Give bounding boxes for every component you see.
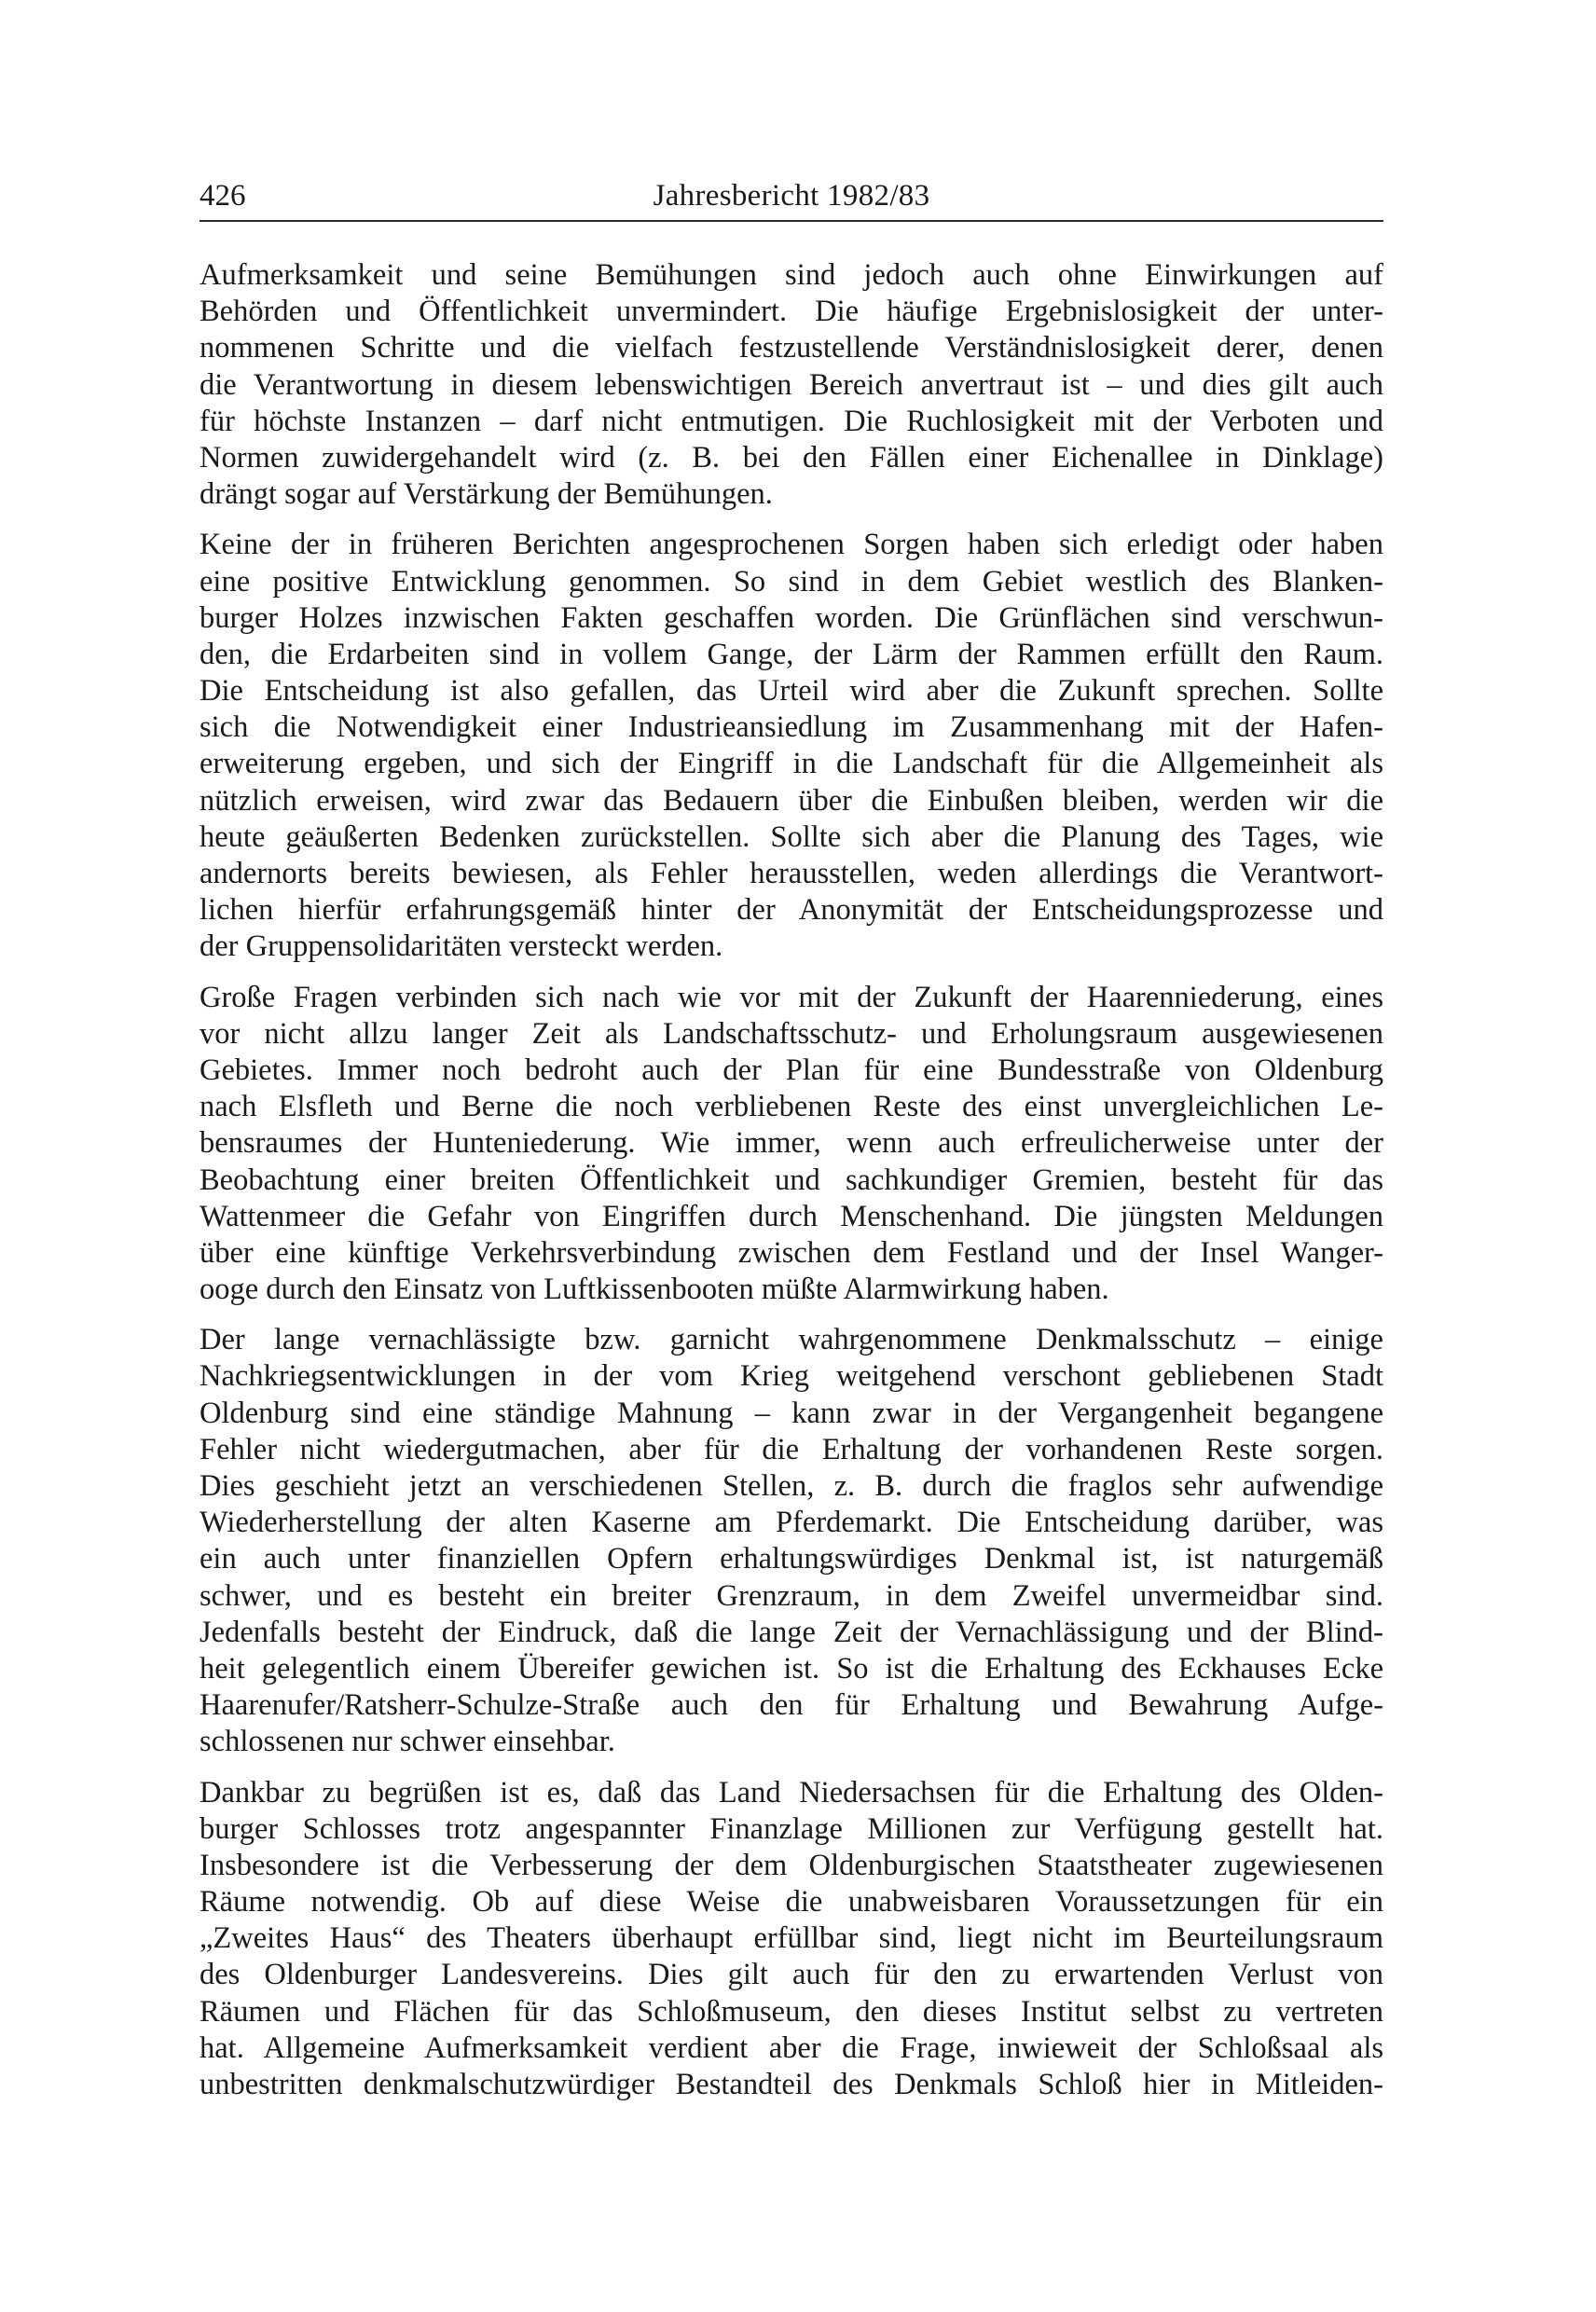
text-line: den, die Erdarbeiten sind in vollem Gange, der Lärm der Rammen erfüllt den Raum.	[200, 637, 1383, 671]
text-line: Keine der in früheren Berichten angesprochenen Sorgen haben sich erledigt oder haben	[200, 528, 1383, 562]
text-line: nützlich erweisen, wird zwar das Bedauern über die Einbußen bleiben, werden wir die	[200, 783, 1383, 818]
text-line: Große Fragen verbinden sich nach wie vor mit der Zukunft der Haarenniederung, eines	[200, 980, 1383, 1014]
text-line: „Zweites Haus“ des Theaters überhaupt erfüllbar sind, liegt nicht im Beurteilungsraum	[200, 1921, 1383, 1956]
text-line: Der lange vernachlässigte bzw. garnicht wahrgenommene Denkmalsschutz – einige	[200, 1323, 1383, 1357]
text-line: erweiterung ergeben, und sich der Eingriff in die Landschaft für die Allgemeinheit als	[200, 747, 1383, 781]
paragraph	[200, 1775, 1383, 2104]
text-line: Räume notwendig. Ob auf diese Weise die unabweisbaren Voraussetzungen für ein	[200, 1885, 1383, 1920]
text-line: Wiederherstellung der alten Kaserne am Pferdemarkt. Die Entscheidung darüber, was	[200, 1506, 1383, 1540]
text-line: Räumen und Flächen für das Schloßmuseum, den dieses Institut selbst zu vertreten	[200, 1994, 1383, 2029]
paragraph	[200, 980, 1383, 1309]
text-line: Haarenufer/Ratsherr-Schulze-Straße auch den für Erhaltung und Bewahrung Aufge-	[200, 1688, 1383, 1723]
text-line: burger Holzes inzwischen Fakten geschaffen worden. Die Grünflächen sind verschwun-	[200, 600, 1383, 635]
text-line: Die Entscheidung ist also gefallen, das Urteil wird aber die Zukunft sprechen. Sollte	[200, 674, 1383, 709]
text-line: für höchste Instanzen – darf nicht entmutigen. Die Ruchlosigkeit mit der Verboten und	[200, 404, 1383, 438]
text-line: lichen hierfür erfahrungsgemäß hinter der Anonymität der Entscheidungsprozesse und	[200, 893, 1383, 928]
text-line: schlossenen nur schwer einsehbar.	[200, 1725, 615, 1759]
paragraph	[200, 1322, 1383, 1760]
text-line: Behörden und Öffentlichkeit unvermindert. Die häufige Ergebnislosigkeit der unter-	[200, 295, 1383, 329]
text-line: heute geäußerten Bedenken zurückstellen. Sollte sich aber die Planung des Tages, wie	[200, 819, 1383, 854]
text-line: ein auch unter finanziellen Opfern erhaltungswürdiges Denkmal ist, ist naturgemäß	[200, 1542, 1383, 1576]
text-line: bensraumes der Hunteniederung. Wie immer, wenn auch erfreulicherweise unter der	[200, 1126, 1383, 1161]
paragraph	[200, 257, 1383, 513]
text-line: Fehler nicht wiedergutmachen, aber für die Erhaltung der vorhandenen Reste sorgen.	[200, 1432, 1383, 1466]
text-line: Oldenburg sind eine ständige Mahnung – kann zwar in der Vergangenheit begangene	[200, 1396, 1383, 1430]
paragraph	[200, 527, 1383, 965]
text-line: schwer, und es besteht ein breiter Grenzraum, in dem Zweifel unvermeidbar sind.	[200, 1578, 1383, 1613]
text-line: sich die Notwendigkeit einer Industrieansiedlung im Zusammenhang mit der Hafen-	[200, 710, 1383, 745]
text-line: des Oldenburger Landesvereins. Dies gilt auch für den zu erwartenden Verlust von	[200, 1958, 1383, 1992]
body-text	[200, 257, 1383, 2117]
text-line: heit gelegentlich einem Übereifer gewichen ist. So ist die Erhaltung des Eckhauses Ecke	[200, 1651, 1383, 1686]
text-line: drängt sogar auf Verstärkung der Bemühungen.	[200, 477, 773, 512]
text-line: nach Elsfleth und Berne die noch verbliebenen Reste des einst unvergleichlichen Le-	[200, 1090, 1383, 1124]
header-title: Jahresbericht 1982/83	[653, 179, 930, 213]
text-line: Jedenfalls besteht der Eindruck, daß die lange Zeit der Vernachlässigung und der Blind-	[200, 1615, 1383, 1649]
text-line: Beobachtung einer breiten Öffentlichkeit und sachkundiger Gremien, besteht für das	[200, 1163, 1383, 1197]
header-rule	[200, 220, 1383, 222]
text-line: Insbesondere ist die Verbesserung der dem Oldenburgischen Staatstheater zugewiesenen	[200, 1848, 1383, 1882]
text-line: andernorts bereits bewiesen, als Fehler herausstellen, weden allerdings die Verantwort-	[200, 857, 1383, 890]
text-line: vor nicht allzu langer Zeit als Landschaftsschutz- und Erholungsraum ausgewiesenen	[200, 1016, 1383, 1051]
text-line: der Gruppensolidaritäten versteckt werden.	[200, 929, 723, 964]
text-line: Nachkriegsentwicklungen in der vom Krieg weitgehend verschont gebliebenen Stadt	[200, 1359, 1383, 1394]
page-number: 426	[200, 179, 246, 213]
text-line: nommenen Schritte und die vielfach festzustellende Verständnislosigkeit derer, denen	[200, 331, 1383, 365]
text-line: Normen zuwidergehandelt wird (z. B. bei den Fällen einer Eichenallee in Dinklage)	[200, 440, 1383, 475]
text-line: unbestritten denkmalschutzwürdiger Bestandteil des Denkmals Schloß hier in Mitleiden-	[200, 2068, 1383, 2101]
text-line: ooge durch den Einsatz von Luftkissenbooten müßte Alarmwirkung haben.	[200, 1273, 1109, 1307]
text-line: über eine künftige Verkehrsverbindung zwischen dem Festland und der Insel Wanger-	[200, 1235, 1383, 1270]
text-line: Aufmerksamkeit und seine Bemühungen sind jedoch auch ohne Einwirkungen auf	[200, 258, 1383, 292]
text-line: hat. Allgemeine Aufmerksamkeit verdient aber die Frage, inwieweit der Schloßsaal als	[200, 2030, 1383, 2065]
running-head	[200, 177, 1383, 222]
text-line: eine positive Entwicklung genommen. So sind in dem Gebiet westlich des Blanken-	[200, 564, 1383, 599]
text-line: burger Schlosses trotz angespannter Finanzlage Millionen zur Verfügung gestellt hat.	[200, 1811, 1383, 1846]
text-line: Dankbar zu begrüßen ist es, daß das Land Niedersachsen für die Erhaltung des Olden-	[200, 1775, 1383, 1810]
text-line: Wattenmeer die Gefahr von Eingriffen durch Menschenhand. Die jüngsten Meldungen	[200, 1199, 1383, 1233]
text-line: Gebietes. Immer noch bedroht auch der Plan für eine Bundesstraße von Oldenburg	[200, 1053, 1383, 1087]
text-line: Dies geschieht jetzt an verschiedenen Stellen, z. B. durch die fraglos sehr aufwendige	[200, 1469, 1383, 1503]
text-line: die Verantwortung in diesem lebenswichtigen Bereich anvertraut ist – und dies gilt auch	[200, 367, 1383, 402]
